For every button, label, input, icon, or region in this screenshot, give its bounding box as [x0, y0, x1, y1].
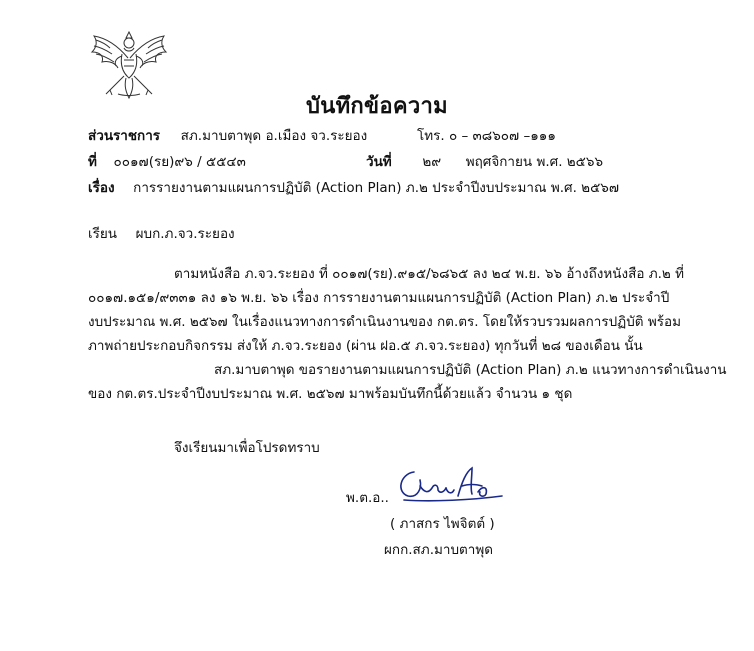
body-line: ภาพถ่ายประกอบกิจกรรม ส่งให้ ภ.จว.ระยอง (ผ่าน ฝอ.๕ ภ.จว.ระยอง) ทุกวันที่ ๒๘ ของเดือน นั้น [88, 338, 643, 354]
number-row [88, 150, 246, 172]
signature-name: ( ภาสกร ไพจิตต์ ) [390, 516, 495, 532]
signature-rank: พ.ต.อ.. [346, 490, 389, 506]
body-line: งบประมาณ พ.ศ. ๒๕๖๗ ในเรื่องแนวทางการดำเนินงานของ กต.ตร. โดยให้รวบรวมผลการปฏิบัติ พร้อม [88, 314, 681, 330]
number-label: ที่ [88, 154, 97, 170]
subject-label: เรื่อง [88, 180, 115, 196]
handwritten-signature-icon [392, 462, 512, 504]
body-line: ๐๐๑๗.๑๕๑/๙๓๓๑ ลง ๑๖ พ.ย. ๖๖ เรื่อง การรายงานตามแผนการปฏิบัติ (Action Plan) ภ.๒ ประจำปี [88, 290, 670, 306]
body-line: ตามหนังสือ ภ.จว.ระยอง ที่ ๐๐๑๗(รย).๙๑๕/๖๘๖๕ ลง ๒๔ พ.ย. ๖๖ อ้างถึงหนังสือ ภ.๒ ที่ [174, 266, 685, 282]
tel-value: โทร. ๐ – ๓๘๖๐๗ –๑๑๑ [417, 128, 556, 144]
date-label: วันที่ [366, 154, 392, 170]
salutation-to: ผบก.ภ.จว.ระยอง [135, 226, 235, 242]
memo-title: บันทึกข้อความ [305, 94, 448, 119]
body-line: ของ กต.ตร.ประจำปีงบประมาณ พ.ศ. ๒๕๖๗ มาพร้อมบันทึกนี้ด้วยแล้ว จำนวน ๑ ชุด [88, 386, 573, 402]
subject-row [88, 176, 619, 198]
salutation-label: เรียน [88, 226, 118, 242]
office-row [88, 124, 367, 146]
date-row [366, 150, 603, 172]
body-paragraph [88, 262, 727, 406]
number-value: ๐๐๑๗(รย)๙๖ / ๕๕๔๓ [113, 154, 246, 170]
body-line: สภ.มาบตาพุด ขอรายงานตามแผนการปฏิบัติ (Action Plan) ภ.๒ แนวทางการดำเนินงาน [214, 362, 727, 378]
salutation-row [88, 222, 235, 244]
closing-text: จึงเรียนมาเพื่อโปรดทราบ [174, 440, 320, 456]
date-day: ๒๙ [422, 154, 442, 170]
subject-value: การรายงานตามแผนการปฏิบัติ (Action Plan) ภ.๒ ประจำปีงบประมาณ พ.ศ. ๒๕๖๗ [133, 180, 620, 196]
date-rest: พฤศจิกายน พ.ศ. ๒๕๖๖ [465, 154, 604, 170]
signature-position: ผกก.สภ.มาบตาพุด [384, 542, 494, 558]
office-value: สภ.มาบตาพุด อ.เมือง จว.ระยอง [180, 128, 368, 144]
office-label: ส่วนราชการ [88, 128, 161, 144]
